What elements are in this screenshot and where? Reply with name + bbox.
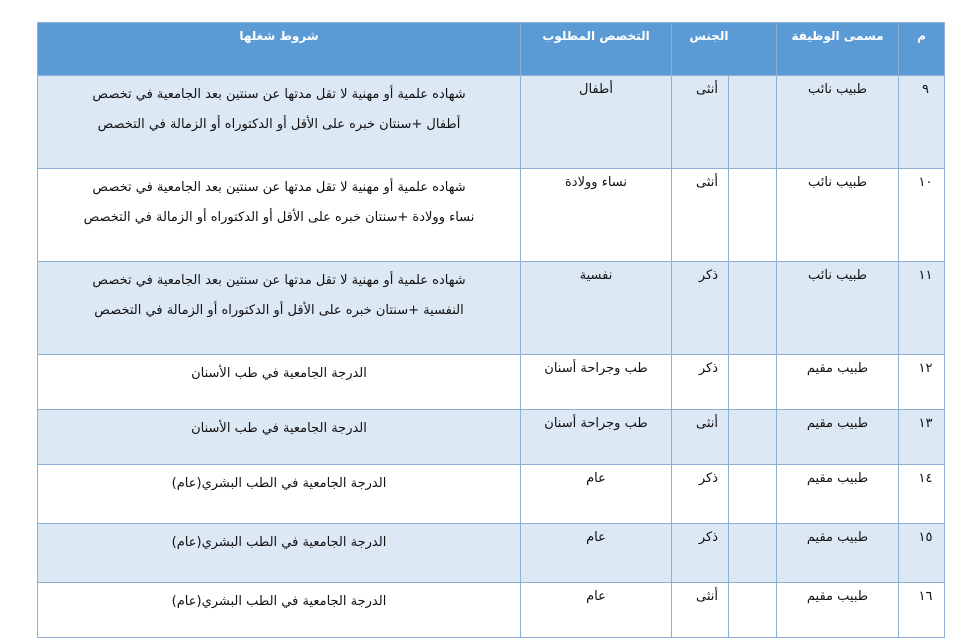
- cond-line-2: نساء وولادة +سنتان خبره على الأقل أو الدكتوراه أو الزمالة في التخصص: [83, 210, 475, 225]
- table-row: [38, 262, 945, 355]
- row-conditions: [38, 169, 521, 262]
- row-title: طبيب نائب: [777, 262, 899, 355]
- row-spec: طب وجراحة أسنان: [521, 355, 672, 410]
- row-blank: [729, 76, 777, 169]
- table-row: [38, 524, 945, 583]
- row-conditions: [38, 524, 521, 583]
- jobs-table: [37, 22, 945, 638]
- row-spec: عام: [521, 583, 672, 638]
- row-gender: أنثى: [672, 76, 729, 169]
- row-gender: ذكر: [672, 262, 729, 355]
- row-title: طبيب مقيم: [777, 524, 899, 583]
- table-row: [38, 355, 945, 410]
- header-blank: [729, 23, 777, 76]
- header-row: [38, 23, 945, 76]
- row-num: ٩: [899, 76, 945, 169]
- row-gender: أنثى: [672, 583, 729, 638]
- row-blank: [729, 169, 777, 262]
- row-gender: ذكر: [672, 355, 729, 410]
- row-num: ١٠: [899, 169, 945, 262]
- table-row: [38, 465, 945, 524]
- row-spec: عام: [521, 524, 672, 583]
- row-num: ١١: [899, 262, 945, 355]
- row-spec: نفسية: [521, 262, 672, 355]
- row-conditions: [38, 465, 521, 524]
- table-row: [38, 76, 945, 169]
- row-num: ١٤: [899, 465, 945, 524]
- row-blank: [729, 262, 777, 355]
- cond-line-1: الدرجة الجامعية في الطب البشري(عام): [171, 476, 387, 491]
- row-num: ١٦: [899, 583, 945, 638]
- row-spec: نساء وولادة: [521, 169, 672, 262]
- row-blank: [729, 583, 777, 638]
- row-conditions: [38, 355, 521, 410]
- row-gender: أنثى: [672, 410, 729, 465]
- row-conditions: [38, 262, 521, 355]
- row-num: ١٣: [899, 410, 945, 465]
- header-num: م: [899, 23, 945, 76]
- row-title: طبيب نائب: [777, 76, 899, 169]
- row-gender: ذكر: [672, 465, 729, 524]
- row-spec: عام: [521, 465, 672, 524]
- row-conditions: [38, 410, 521, 465]
- cond-line-1: شهاده علمية أو مهنية لا تقل مدتها عن سنتين بعد الجامعية في تخصص: [92, 87, 466, 102]
- row-title: طبيب مقيم: [777, 465, 899, 524]
- cond-line-2: النفسية +سنتان خبره على الأقل أو الدكتوراه أو الزمالة في التخصص: [94, 303, 464, 318]
- row-conditions: [38, 583, 521, 638]
- row-title: طبيب مقيم: [777, 410, 899, 465]
- row-num: ١٥: [899, 524, 945, 583]
- row-blank: [729, 355, 777, 410]
- row-blank: [729, 524, 777, 583]
- row-title: طبيب نائب: [777, 169, 899, 262]
- row-spec: طب وجراحة أسنان: [521, 410, 672, 465]
- header-title: مسمى الوظيفة: [777, 23, 899, 76]
- row-gender: أنثى: [672, 169, 729, 262]
- table-row: [38, 583, 945, 638]
- row-title: طبيب مقيم: [777, 583, 899, 638]
- cond-line-1: الدرجة الجامعية في الطب البشري(عام): [171, 594, 387, 609]
- table-row: [38, 410, 945, 465]
- cond-line-1: الدرجة الجامعية في طب الأسنان: [191, 421, 367, 436]
- cond-line-1: شهاده علمية أو مهنية لا تقل مدتها عن سنتين بعد الجامعية في تخصص: [92, 180, 466, 195]
- row-blank: [729, 410, 777, 465]
- row-blank: [729, 465, 777, 524]
- row-spec: أطفال: [521, 76, 672, 169]
- row-title: طبيب مقيم: [777, 355, 899, 410]
- header-gender: الجنس: [672, 23, 729, 76]
- row-conditions: [38, 76, 521, 169]
- cond-line-1: الدرجة الجامعية في طب الأسنان: [191, 366, 367, 381]
- header-spec: التخصص المطلوب: [521, 23, 672, 76]
- row-gender: ذكر: [672, 524, 729, 583]
- table-row: [38, 169, 945, 262]
- row-num: ١٢: [899, 355, 945, 410]
- cond-line-2: أطفال +سنتان خبره على الأقل أو الدكتوراه أو الزمالة في التخصص: [97, 117, 461, 132]
- cond-line-1: شهاده علمية أو مهنية لا تقل مدتها عن سنتين بعد الجامعية في تخصص: [92, 273, 466, 288]
- cond-line-1: الدرجة الجامعية في الطب البشري(عام): [171, 535, 387, 550]
- header-cond: شروط شغلها: [38, 23, 521, 76]
